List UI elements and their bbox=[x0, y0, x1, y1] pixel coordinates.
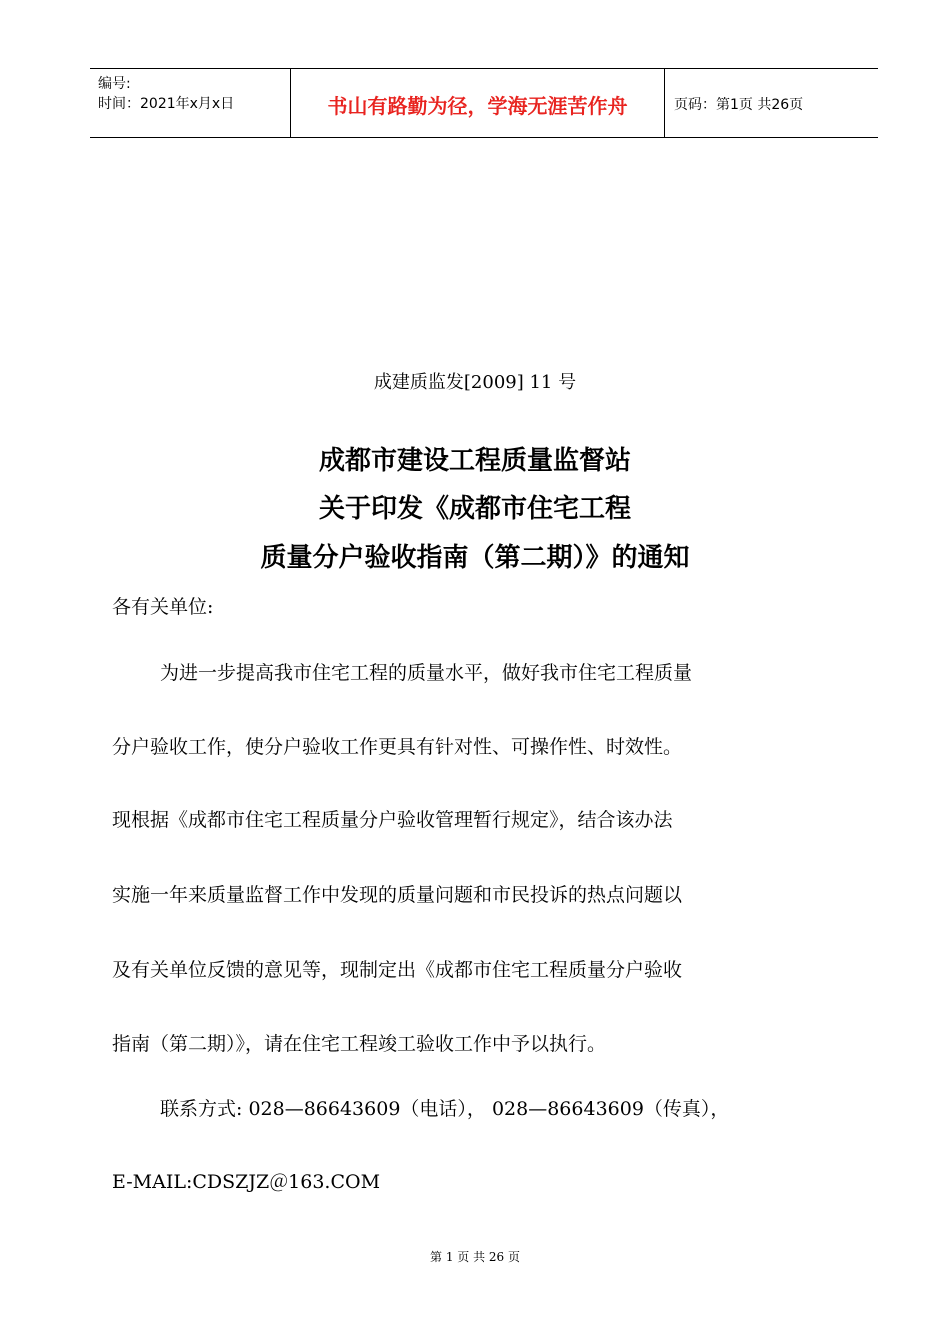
body-line: 指南（第二期）》，请在住宅工程竣工验收工作中予以执行。 bbox=[112, 1033, 607, 1055]
number-label: 编号: bbox=[98, 76, 131, 92]
body-line: 为进一步提高我市住宅工程的质量水平，做好我市住宅工程质量 bbox=[160, 662, 693, 684]
document-title-line-3: 质量分户验收指南（第二期）》的通知 bbox=[260, 543, 690, 573]
date-label: 时间：2021年x月x日 bbox=[98, 96, 235, 112]
page-header bbox=[90, 68, 878, 138]
motto-text: 书山有路勤为径，学海无涯苦作舟 bbox=[327, 94, 628, 118]
document-title-line-2: 关于印发《成都市住宅工程 bbox=[318, 494, 631, 524]
body-line: 分户验收工作，使分户验收工作更具有针对性、可操作性、时效性。 bbox=[112, 736, 683, 758]
body-line: 现根据《成都市住宅工程质量分户验收管理暂行规定》，结合该办法 bbox=[112, 809, 673, 831]
header-meta-cell bbox=[90, 69, 290, 137]
page-footer: 第 1 页 共 26 页 bbox=[430, 1250, 520, 1264]
header-page-info: 页码：第1页 共26页 bbox=[674, 97, 804, 113]
header-motto-cell bbox=[290, 69, 665, 137]
header-page-cell bbox=[664, 69, 878, 137]
body-line: 实施一年来质量监督工作中发现的质量问题和市民投诉的热点问题以 bbox=[112, 884, 683, 906]
salutation: 各有关单位: bbox=[112, 596, 214, 618]
contact-line: 联系方式: 028—86643609（电话）， 028—86643609（传真）， bbox=[160, 1098, 730, 1120]
body-line: 及有关单位反馈的意见等，现制定出《成都市住宅工程质量分户验收 bbox=[112, 959, 683, 981]
email-line: E-MAIL:CDSZJZ＠163.COM bbox=[112, 1171, 381, 1193]
document-number: 成建质监发[2009] 11 号 bbox=[373, 372, 577, 393]
document-title-line-1: 成都市建设工程质量监督站 bbox=[318, 446, 631, 476]
